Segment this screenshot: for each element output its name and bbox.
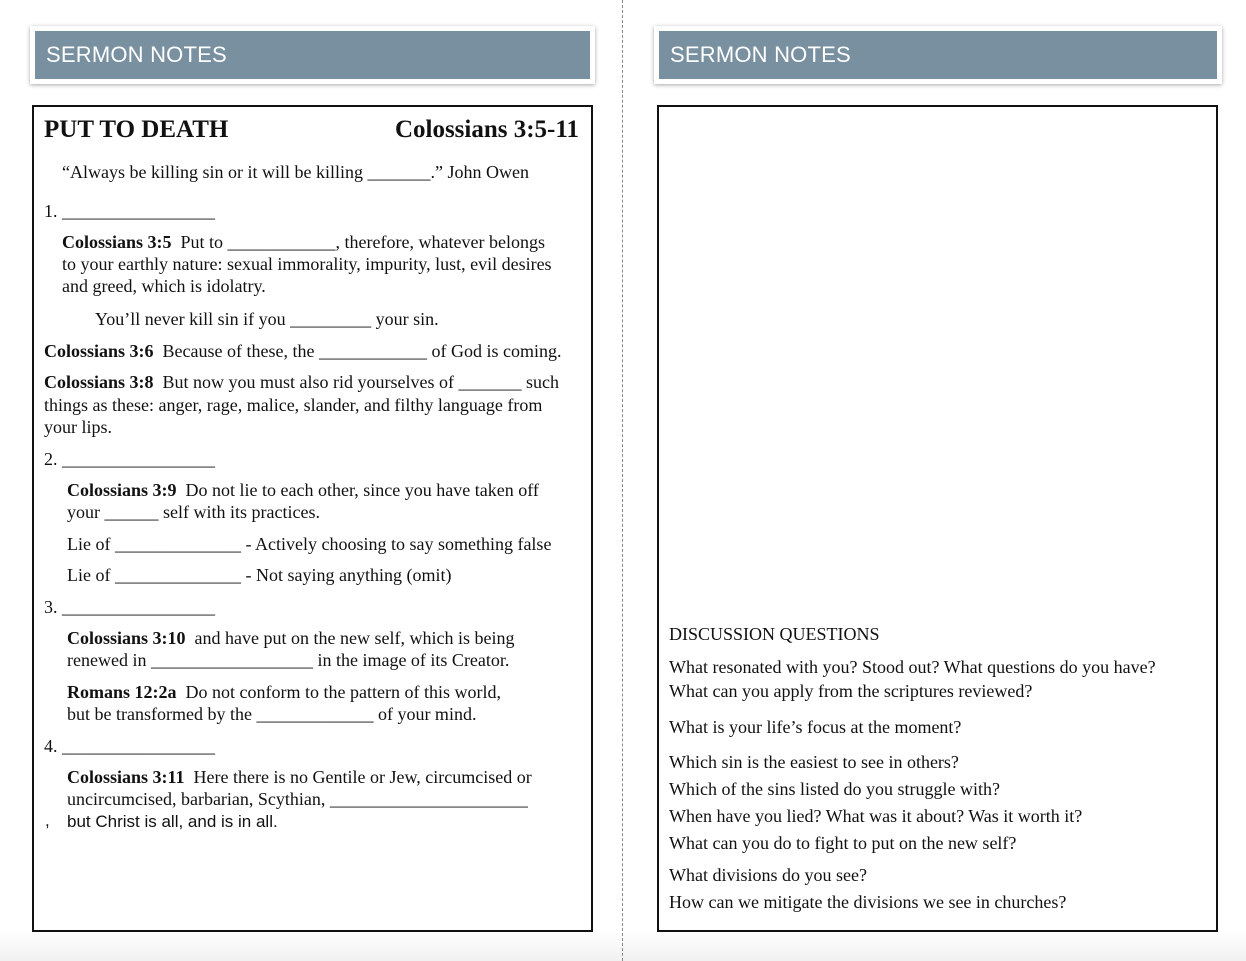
left-notes-panel (32, 105, 593, 932)
rom122-ref: Romans 12:2a (67, 682, 177, 702)
col36-text: Because of these, the ____________ of God is coming. (162, 341, 562, 361)
lie-of-1: Lie of ______________ - Actively choosing to say something false (67, 534, 552, 554)
point-4: 4. _________________ (44, 736, 215, 756)
col311-line3: but Christ is all, and is in all. (67, 812, 278, 831)
point-2: 2. _________________ (44, 449, 215, 469)
col311-ref: Colossians 3:11 (67, 767, 185, 787)
right-banner (654, 26, 1222, 84)
left-banner-title: SERMON NOTES (35, 31, 590, 79)
point-1: 1. _________________ (44, 201, 215, 221)
question-1: What resonated with you? Stood out? What questions do you have? (669, 657, 1156, 677)
right-notes-panel (657, 105, 1218, 932)
sermon-reference: Colossians 3:5-11 (394, 116, 579, 143)
rom122-line2: but be transformed by the _____________ of your mind. (67, 704, 477, 724)
question-7: What can you do to fight to put on the new self? (669, 833, 1017, 853)
col38-text: But now you must also rid yourselves of _______ such (162, 372, 560, 392)
col38-line2: things as these: anger, rage, malice, slander, and filthy language from (44, 395, 543, 415)
col310-line1 (67, 627, 514, 649)
question-8: What divisions do you see? (669, 865, 867, 885)
col35-text: Put to ____________, therefore, whatever belongs (180, 232, 545, 252)
col35-line1 (62, 231, 545, 253)
col39-line2: your ______ self with its practices. (67, 502, 320, 522)
col39-ref: Colossians 3:9 (67, 480, 177, 500)
col39-text: Do not lie to each other, since you have taken off (185, 480, 539, 500)
left-banner (30, 26, 595, 84)
never-kill-line: You’ll never kill sin if you _________ your sin. (95, 309, 439, 329)
col310-ref: Colossians 3:10 (67, 628, 186, 648)
col38-line1 (44, 371, 559, 393)
col38-line3: your lips. (44, 417, 113, 437)
sermon-heading: PUT TO DEATH (44, 116, 229, 143)
question-5: Which of the sins listed do you struggle with? (669, 779, 1000, 799)
col38-ref: Colossians 3:8 (44, 372, 154, 392)
question-9: How can we mitigate the divisions we see in churches? (669, 892, 1067, 912)
col311-comma: , (45, 811, 50, 830)
owen-quote: “Always be killing sin or it will be killing _______.” John Owen (62, 162, 529, 182)
page-divider (622, 0, 623, 961)
question-4: Which sin is the easiest to see in others? (669, 752, 959, 772)
col39-line1 (67, 479, 539, 501)
discussion-heading: DISCUSSION QUESTIONS (669, 624, 880, 644)
col311-line1 (67, 766, 532, 788)
col35-line3: and greed, which is idolatry. (62, 276, 266, 296)
question-6: When have you lied? What was it about? Was it worth it? (669, 806, 1083, 826)
col36-ref: Colossians 3:6 (44, 341, 154, 361)
rom122-text: Do not conform to the pattern of this world, (185, 682, 501, 702)
col310-text: and have put on the new self, which is being (194, 628, 515, 648)
question-2: What can you apply from the scriptures reviewed? (669, 681, 1033, 701)
col311-line2: uncircumcised, barbarian, Scythian, ______________________ (67, 789, 528, 809)
point-3: 3. _________________ (44, 597, 215, 617)
col35-line2: to your earthly nature: sexual immorality, impurity, lust, evil desires (62, 254, 552, 274)
col36-line (44, 340, 561, 362)
col310-line2: renewed in __________________ in the image of its Creator. (67, 650, 510, 670)
col35-ref: Colossians 3:5 (62, 232, 172, 252)
right-banner-title: SERMON NOTES (659, 31, 1217, 79)
col311-text: Here there is no Gentile or Jew, circumcised or (193, 767, 532, 787)
lie-of-2: Lie of ______________ - Not saying anything (omit) (67, 565, 452, 585)
question-3: What is your life’s focus at the moment? (669, 717, 962, 737)
rom122-line1 (67, 681, 501, 703)
